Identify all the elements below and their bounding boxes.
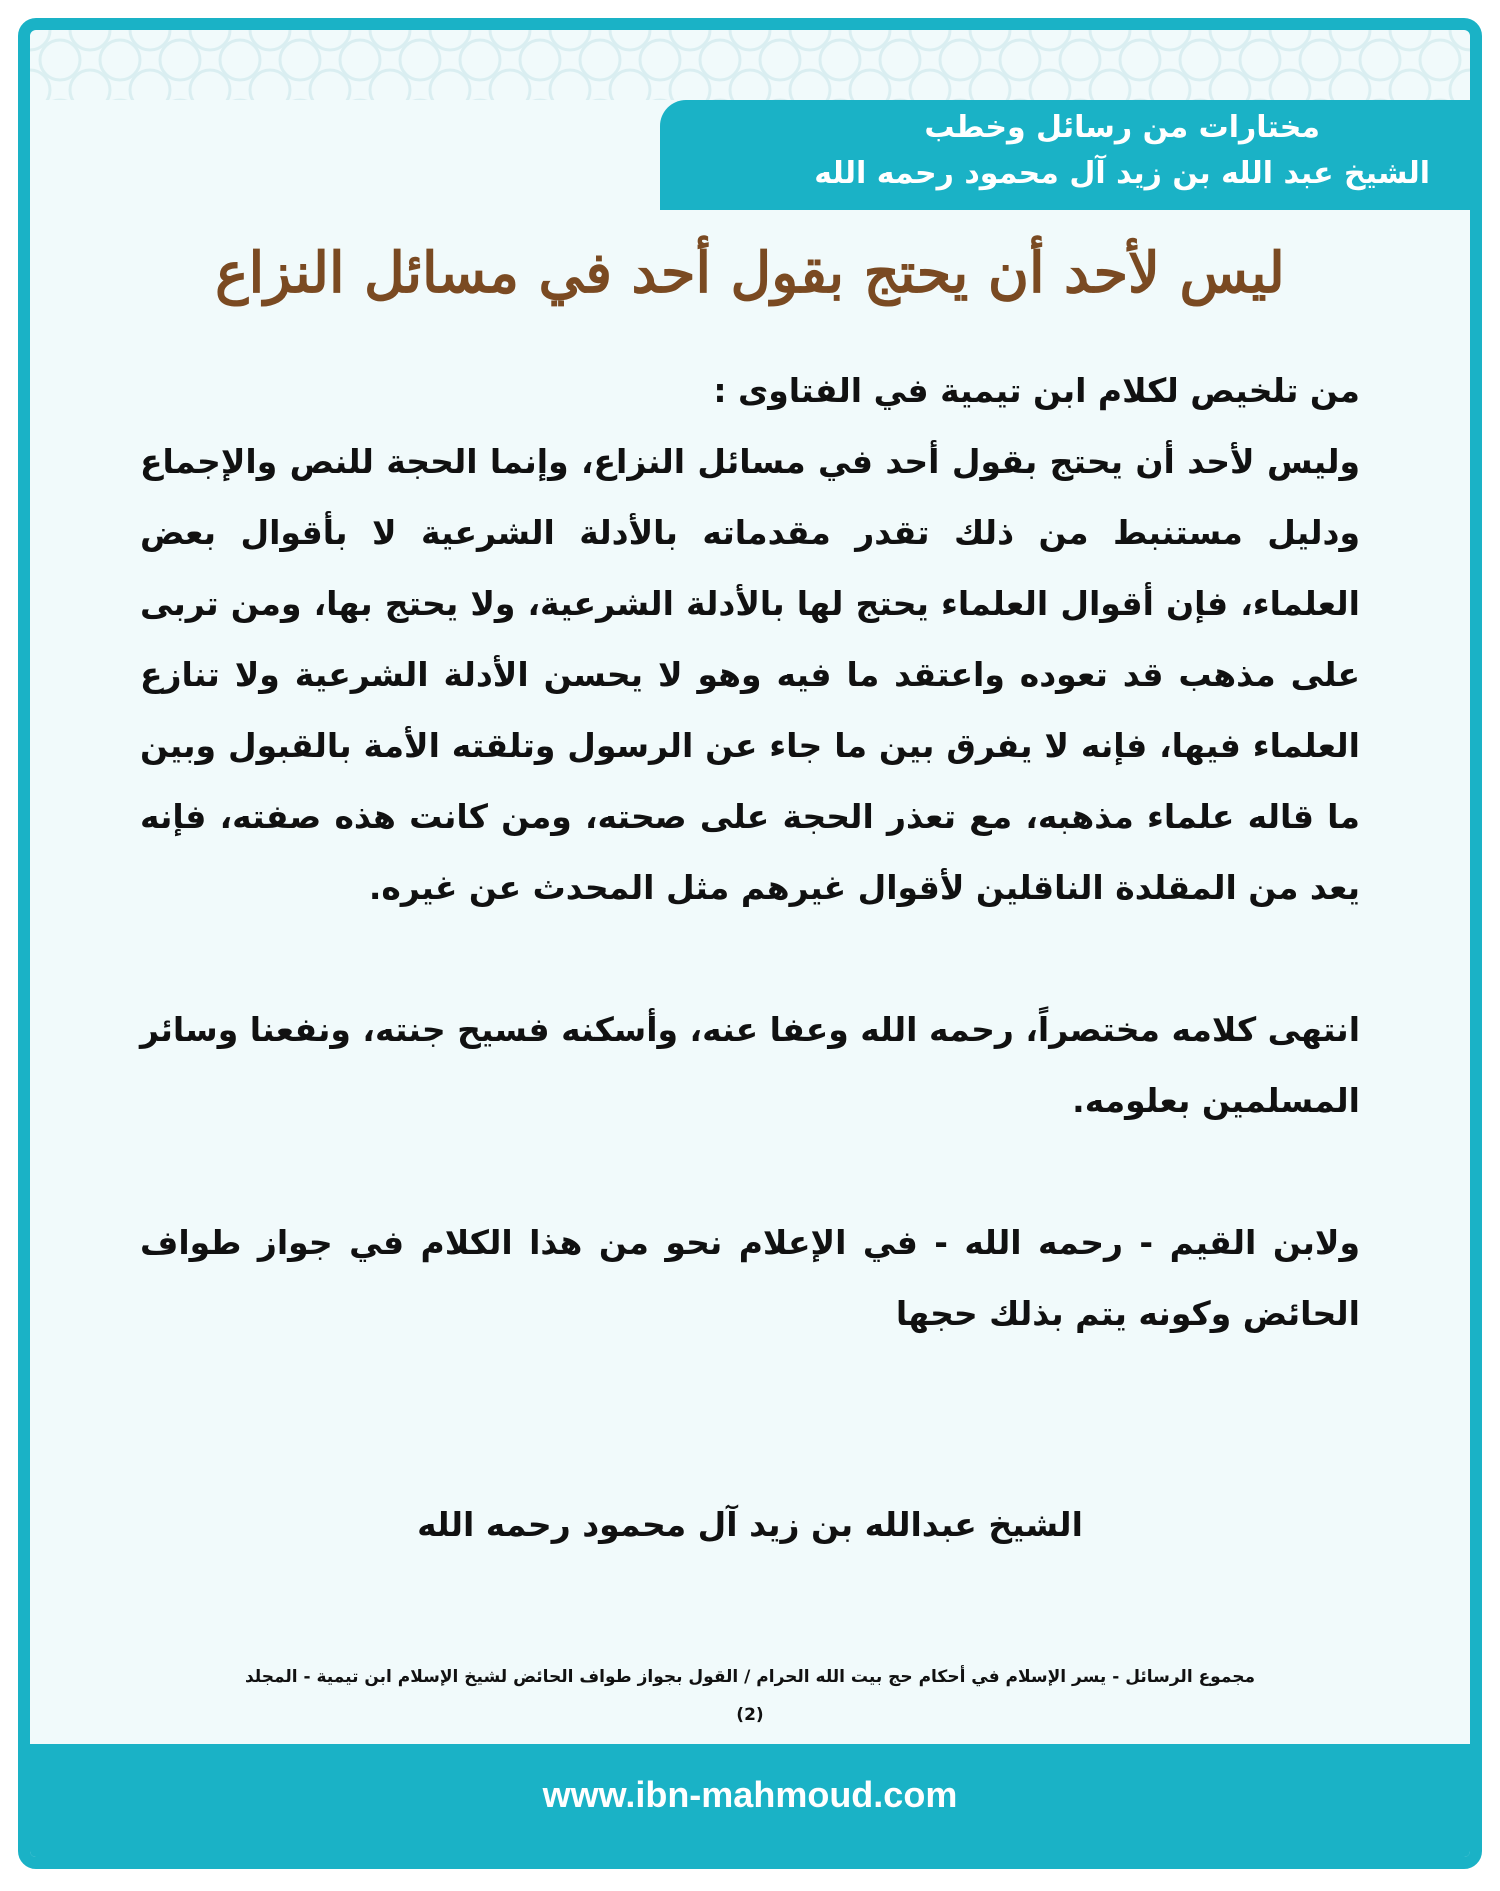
header-banner [660,100,1470,210]
signature: الشيخ عبدالله بن زيد آل محمود رحمه الله [417,1505,1083,1544]
source-reference [130,1658,1370,1734]
decorative-pattern [30,30,1470,100]
article-title: ليس لأحد أن يحتج بقول أحد في مسائل النزاع [215,240,1285,306]
footer-bar [30,1744,1470,1857]
header-series-title: مختارات من رسائل وخطب [924,110,1320,145]
quote-paragraph: وليس لأحد أن يحتج بقول أحد في مسائل النزاع، وإنما الحجة للنص والإجماع ودليل مستنبط من ذلك تقدر مقدماته بالأدلة الشرعية لا بأقوال بعض العلماء، فإن أقوال العلماء يحتج لها بالأدلة الشرعية، ولا يحتج بها، ومن تربى على مذهب قد تعوده واعتقد ما فيه وهو لا يحسن الأدلة الشرعية ولا تنازع العلماء فيها، فإنه لا يفرق بين ما جاء عن الرسول وتلقته الأمة بالقبول وبين ما قاله علماء مذهبه، مع تعذر الحجة على صحته، ومن كانت هذه صفته، فإنه يعد من المقلدة الناقلين لأقوال غيرهم مثل المحدث عن غيره. [140,442,1360,907]
intro-paragraph: من تلخيص لكلام ابن تيمية في الفتاوى : [713,371,1360,410]
page-frame [18,18,1482,1869]
header-author: الشيخ عبد الله بن زيد آل محمود رحمه الله [814,156,1430,191]
ibn-qayyim-paragraph: ولابن القيم - رحمه الله - في الإعلام نحو من هذا الكلام في جواز طواف الحائض وكونه يتم بذلك حجها [140,1223,1360,1333]
closing-paragraph: انتهى كلامه مختصراً، رحمه الله وعفا عنه، وأسكنه فسيح جنته، ونفعنا وسائر المسلمين بعلومه. [140,1010,1360,1120]
article-body [140,355,1360,1349]
source-volume: (2) [736,1705,764,1725]
website-link[interactable]: www.ibn-mahmoud.com [542,1774,958,1815]
source-line: مجموع الرسائل - يسر الإسلام في أحكام حج بيت الله الحرام / القول بجواز طواف الحائض لشيخ الإسلام ابن تيمية - المجلد [244,1667,1256,1687]
